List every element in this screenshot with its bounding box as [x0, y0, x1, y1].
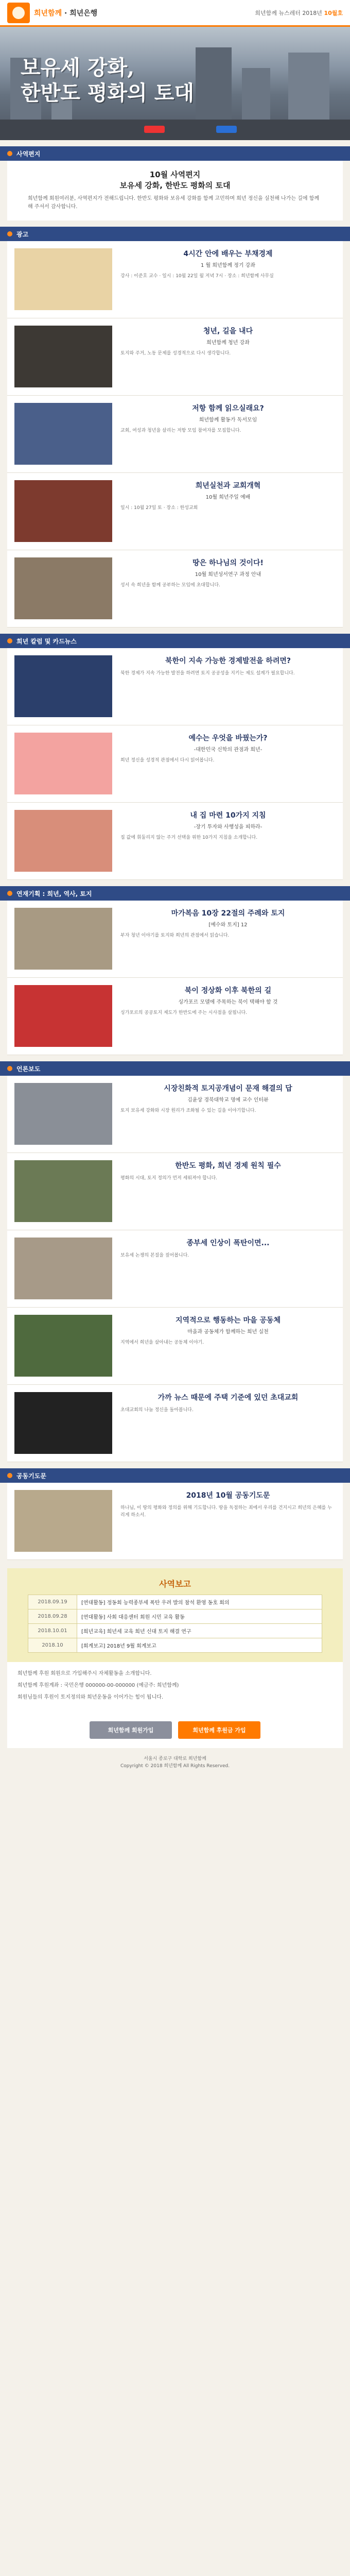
support-line: 회원님들의 후원이 토지정의와 희년운동을 이어가는 힘이 됩니다.: [18, 1694, 164, 1700]
letter-body: 희년함께 회원여러분, 사역편지가 전해드립니다. 한반도 평화와 보유세 강화를 함께 고민하며 희년 정신을 실천해 나가는 길에 함께해 주셔서 감사합니다.: [28, 196, 320, 210]
press-subtitle: 김윤상 경북대학교 명예 교수 인터뷰: [187, 1097, 269, 1103]
press-item[interactable]: [7, 1076, 343, 1153]
hero-line2: 한반도 평화의 토대: [21, 80, 194, 105]
report-text[interactable]: [회계보고] 2018년 9월 회계보고: [77, 1638, 322, 1653]
column-body: 집 값에 휘둘리지 않는 주거 선택을 위한 10가지 지침을 소개합니다.: [120, 835, 258, 840]
report-text[interactable]: [연대활동] 정동회 능력종부세 폭탄 우려 발의 참석 환영 동호 회의: [77, 1595, 322, 1609]
ad-item[interactable]: [7, 241, 343, 318]
report-text[interactable]: [연대활동] 사회 대응센터 회원 시민 교육 활동: [77, 1609, 322, 1624]
support-buttons: [7, 1712, 343, 1748]
press-thumbnail[interactable]: [14, 1392, 112, 1454]
section-bar-prayer: [0, 1468, 350, 1483]
bullet-icon: [7, 638, 12, 643]
hero-title: [21, 56, 194, 106]
ad-item[interactable]: [7, 550, 343, 628]
column-item[interactable]: [7, 648, 343, 725]
header: [0, 0, 350, 27]
series-thumbnail[interactable]: [14, 908, 112, 970]
press-body: 토지 보유세 강화와 시장 원리가 조화될 수 있는 길을 이야기합니다.: [120, 1108, 256, 1113]
series-title[interactable]: 북이 정상화 이후 북한의 길: [184, 987, 272, 995]
ad-title[interactable]: 청년, 길을 내다: [203, 327, 253, 335]
press-thumbnail[interactable]: [14, 1238, 112, 1299]
report-text[interactable]: [희년교육] 희년세 교육 희년 신대 토지 해결 연구: [77, 1624, 322, 1638]
prayer-title[interactable]: 2018년 10월 공동기도문: [186, 1492, 270, 1500]
column-thumbnail[interactable]: [14, 655, 112, 717]
press-title[interactable]: 지역적으로 행동하는 마을 공동체: [176, 1316, 281, 1325]
ad-title[interactable]: 희년실천과 교회개혁: [195, 482, 261, 490]
section-title: 공동기도문: [16, 1472, 46, 1480]
column-item[interactable]: [7, 803, 343, 880]
press-item[interactable]: [7, 1230, 343, 1308]
press-body: 초대교회의 나눔 정신을 돌아봅니다.: [120, 1408, 194, 1413]
ad-thumbnail[interactable]: [14, 326, 112, 387]
ad-item[interactable]: [7, 396, 343, 473]
logo-icon[interactable]: [7, 3, 30, 23]
section-bar-ads: [0, 227, 350, 241]
press-title[interactable]: 시장친화적 토지공개념이 문재 해결의 답: [164, 1084, 292, 1093]
ministry-report: [7, 1568, 343, 1662]
logo-label: 희년함께: [34, 9, 62, 18]
footer-address: 서울시 종로구 대학로 희년함께: [144, 1756, 206, 1761]
ad-subtitle: 10월 희년성서연구 과정 안내: [195, 572, 261, 578]
ad-body: 일시 : 10월 27일 토 · 장소 : 한성교회: [120, 505, 198, 511]
ad-subtitle: 희년함께 청년 강좌: [206, 340, 250, 346]
ad-body: 토지와 주거, 노동 문제를 성경적으로 다시 생각합니다.: [120, 351, 231, 356]
center-message: [7, 161, 343, 221]
ad-title[interactable]: 저항 함께 읽으실래요?: [192, 404, 264, 413]
ad-body: 강사 : 이준호 교수 · 일시 : 10월 22일 월 저녁 7시 · 장소 : 희년함께 사무실: [120, 274, 274, 279]
section-bar-columns: [0, 634, 350, 648]
series-body: 싱가포르의 공공토지 제도가 한반도에 주는 시사점을 살핍니다.: [120, 1010, 248, 1015]
press-thumbnail[interactable]: [14, 1315, 112, 1377]
issue-label: 희년함께 뉴스레터 2018년: [255, 9, 322, 16]
ad-thumbnail[interactable]: [14, 248, 112, 310]
section-title: 연재기획 : 희년, 역사, 토지: [16, 890, 92, 897]
series-body: 부자 청년 이야기를 토지와 희년의 관점에서 읽습니다.: [120, 933, 230, 938]
prayer-thumbnail[interactable]: [14, 1490, 112, 1552]
column-body: 북한 경제가 지속 가능한 발전을 하려면 토지 공공성을 지키는 제도 설계가 필요합니다.: [120, 671, 295, 676]
bullet-icon: [7, 891, 12, 896]
issue-number: 10월호: [324, 9, 343, 16]
section-bar-letter: [0, 146, 350, 161]
report-table: [28, 1595, 322, 1653]
letter-heading: 10월 사역편지: [149, 170, 201, 179]
section-bar-press: [0, 1061, 350, 1076]
ad-subtitle: 10월 희년주일 예배: [205, 495, 251, 500]
press-body: 지역에서 희년을 살아내는 공동체 이야기.: [120, 1340, 204, 1345]
footer-copyright: Copyright © 2018 희년함께 All Rights Reserved.: [120, 1764, 230, 1769]
bullet-icon: [7, 231, 12, 236]
press-subtitle: 마을과 공동체가 함께하는 희년 실천: [187, 1329, 269, 1335]
letter-title[interactable]: 보유세 강화, 한반도 평화의 토대: [119, 181, 231, 190]
section-title: 사역편지: [16, 150, 41, 158]
press-item[interactable]: [7, 1308, 343, 1385]
ad-subtitle: 희년함께 활동가 독서모임: [199, 417, 257, 423]
section-title: 광고: [16, 230, 29, 238]
bullet-icon: [7, 1066, 12, 1071]
series-subtitle: [예수와 토지] 12: [208, 922, 248, 928]
footer: [7, 1748, 343, 1781]
join-member-button[interactable]: 희년함께 회원가입: [90, 1721, 172, 1739]
column-item[interactable]: [7, 725, 343, 803]
ad-thumbnail[interactable]: [14, 557, 112, 619]
ad-thumbnail[interactable]: [14, 403, 112, 465]
press-item[interactable]: [7, 1385, 343, 1462]
section-bar-series: [0, 886, 350, 901]
section-title: 언론보도: [16, 1065, 41, 1073]
prayer-body: 하나님, 이 땅의 평화와 정의를 위해 기도합니다. 땅을 독점하는 죄에서 우리를 건지시고 희년의 은혜를 누리게 하소서.: [120, 1505, 332, 1518]
logo2-label: 희년은행: [69, 9, 98, 18]
hero-line1: 보유세 강화,: [21, 56, 135, 80]
series-title[interactable]: 마가복음 10장 22절의 주례와 토지: [171, 909, 285, 918]
column-thumbnail[interactable]: [14, 810, 112, 872]
report-date: 2018.10.01: [28, 1624, 77, 1638]
table-row[interactable]: [28, 1624, 322, 1638]
bullet-icon: [7, 151, 12, 156]
series-thumbnail[interactable]: [14, 985, 112, 1047]
press-title[interactable]: 한반도 평화, 희년 경제 원칙 필수: [175, 1162, 281, 1170]
section-title: 희년 칼럼 및 카드뉴스: [16, 637, 77, 645]
donate-button[interactable]: 희년함께 후원금 가입: [178, 1721, 260, 1739]
logo[interactable]: 희년함께 · 희년은행: [34, 9, 98, 18]
column-title[interactable]: 예수는 우엇을 바꿨는가?: [188, 734, 268, 742]
report-title: 사역보고: [159, 1579, 191, 1589]
press-item[interactable]: [7, 1153, 343, 1230]
table-row[interactable]: [28, 1609, 322, 1624]
press-title[interactable]: 가까 뉴스 때문에 주택 기준에 있던 초대교회: [157, 1394, 299, 1402]
ad-item[interactable]: [7, 318, 343, 396]
support-account: 희년함께 후원계좌 : 국민은행 000000-00-000000 (예금주: 희년함께): [18, 1683, 179, 1688]
ad-body: 교회, 여성과 청년을 살리는 저항 모임 참여자를 모집합니다.: [120, 428, 241, 433]
road: [0, 120, 350, 140]
column-thumbnail[interactable]: [14, 733, 112, 794]
prayer-item[interactable]: [7, 1483, 343, 1560]
support-line: 희년함께 후원 회원으로 가입해주시 자체활동을 소개합니다.: [18, 1671, 152, 1676]
press-thumbnail[interactable]: [14, 1160, 112, 1222]
support-info: [7, 1662, 343, 1712]
ad-item[interactable]: [7, 473, 343, 550]
ad-subtitle: 1 월 희년함께 정기 강좌: [200, 263, 256, 268]
series-item[interactable]: [7, 901, 343, 978]
press-body: 평화의 시대, 토지 정의가 먼저 세워져야 합니다.: [120, 1176, 218, 1181]
issue-info: [255, 9, 343, 17]
bullet-icon: [7, 1473, 12, 1478]
ad-title[interactable]: 4시간 안에 배우는 부채경제: [183, 250, 273, 258]
series-item[interactable]: [7, 978, 343, 1055]
report-date: 2018.10: [28, 1638, 77, 1653]
report-date: 2018.09.28: [28, 1609, 77, 1624]
press-title[interactable]: 종부세 인상이 폭탄이면...: [186, 1239, 270, 1247]
column-subtitle: -장기 투자와 사행성을 피하라-: [194, 824, 262, 830]
press-body: 보유세 논쟁의 본질을 짚어봅니다.: [120, 1253, 189, 1258]
hero-banner: [0, 27, 350, 140]
report-date: 2018.09.19: [28, 1595, 77, 1609]
press-thumbnail[interactable]: [14, 1083, 112, 1145]
column-title[interactable]: 북한이 지속 가능한 경제발전을 하려면?: [165, 657, 291, 665]
column-subtitle: -대한민국 신학의 관점과 희년-: [194, 747, 262, 753]
ad-thumbnail[interactable]: [14, 480, 112, 542]
column-body: 희년 정신을 성경적 관점에서 다시 읽어봅니다.: [120, 758, 215, 763]
table-row[interactable]: [28, 1638, 322, 1653]
table-row[interactable]: [28, 1595, 322, 1609]
column-title[interactable]: 내 집 마련 10가지 지침: [190, 811, 266, 820]
ad-body: 성서 속 희년을 함께 공부하는 모임에 초대합니다.: [120, 583, 220, 588]
ad-title[interactable]: 땅은 하나님의 것이다!: [192, 559, 264, 567]
series-subtitle: 싱가포르 모델에 주목하는 북이 택해야 할 것: [178, 999, 278, 1005]
